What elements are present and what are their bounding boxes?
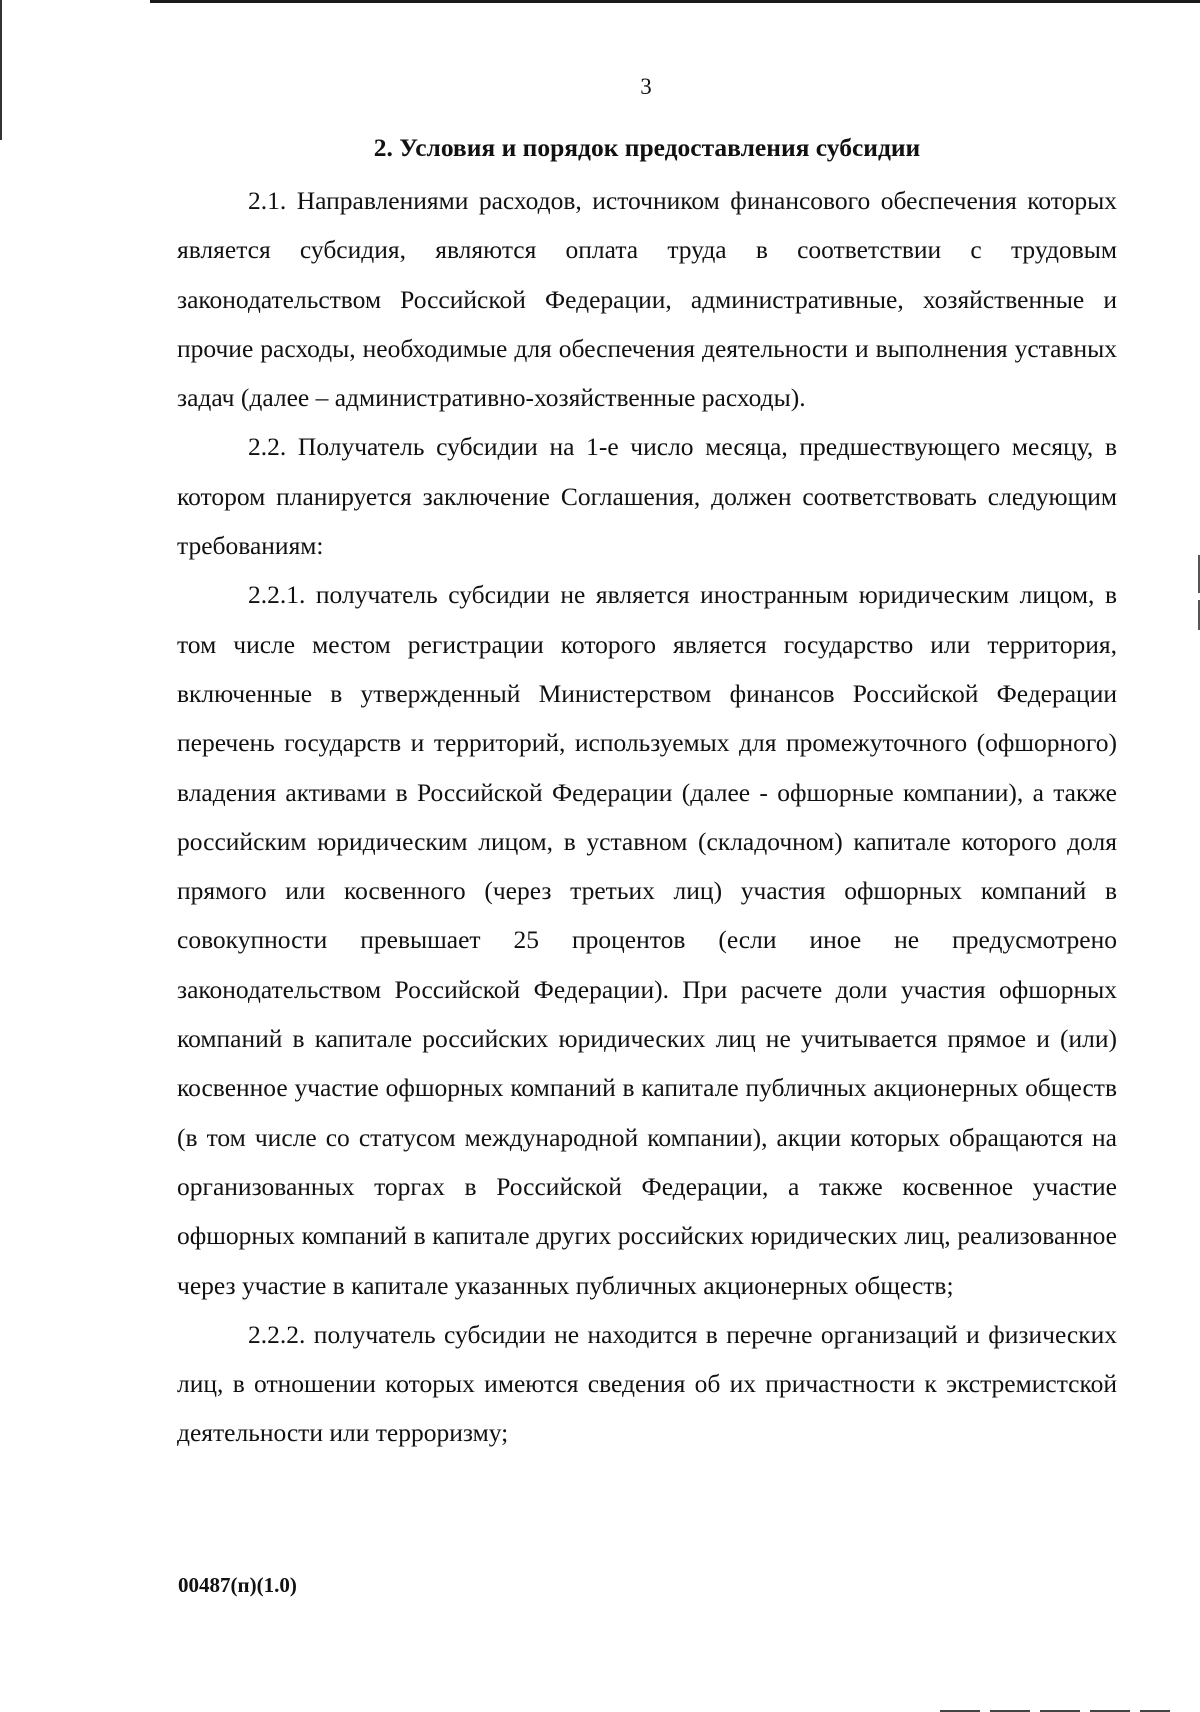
paragraph-2-1: 2.1. Направлениями расходов, источником финансового обеспечения которых является субсидия, являются оплата труда в соответствии с трудовым законодательством Российской Федерации, административные, хозяйственные и прочие расходы, необходимые для обеспечения деятельности и выполнения уставных задач (далее – административно-хозяйственные расходы).: [177, 186, 1117, 413]
document-code: 00487(п)(1.0): [178, 1573, 297, 1597]
paragraph-2-2-1: 2.2.1. получатель субсидии не является иностранным юридическим лицом, в том числе местом регистрации которого является государство или территория, включенные в утвержденный Министерством финансов Российской Федерации перечень государств и территорий, используемых для промежуточного (офшорного) владения активами в Российской Федерации (далее - офшорные компании), а также российским юридическим лицом, в уставном (складочном) капитале которого доля прямого или косвенного (через третьих лиц) участия офшорных компаний в совокупности превышает 25 процентов (если иное не предусмотрено законодательством Российской Федерации). При расчете доли участия офшорных компаний в капитале российских юридических лиц не учитывается прямое и (или) косвенное участие офшорных компаний в капитале публичных акционерных обществ (в том числе со статусом международной компании), акции которых обращаются на организованных торгах в Российской Федерации, а также косвенное участие офшорных компаний в капитале других российских юридических лиц, реализованное через участие в капитале указанных публичных акционерных обществ;: [177, 580, 1117, 1300]
paragraph-2-2: 2.2. Получатель субсидии на 1-е число месяца, предшествующего месяцу, в котором планируется заключение Соглашения, должен соответствовать следующим требованиям:: [177, 432, 1117, 561]
scan-top-border: [150, 0, 1200, 3]
paragraph-2-2-2: 2.2.2. получатель субсидии не находится в перечне организаций и физических лиц, в отношении которых имеются сведения об их причастности к экстремистской деятельности или терроризму;: [177, 1319, 1117, 1448]
section-title: 2. Условия и порядок предоставления субсидии: [373, 133, 921, 162]
page-number: 3: [640, 74, 652, 99]
scan-left-edge: [0, 0, 2, 140]
document-body: [177, 176, 1117, 1458]
